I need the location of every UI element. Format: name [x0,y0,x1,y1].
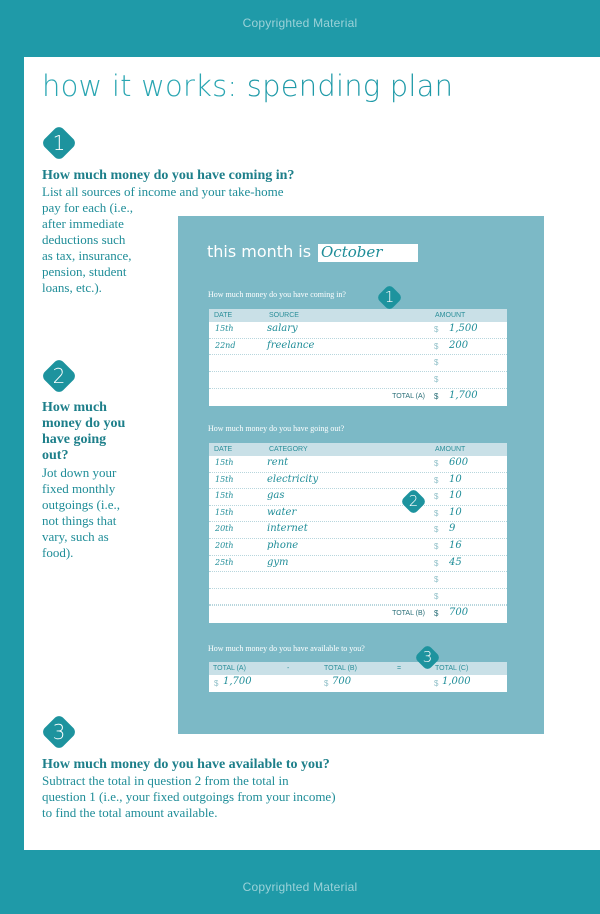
table-row: $ [434,374,439,384]
income-table [209,309,507,406]
table-row: 15th electricity $ 10 [209,473,507,490]
step-3-body: Subtract the total in question 2 from the total in question 1 (i.e., your fixed outgoings from your income) to find the total amount available. [42,773,336,820]
step-3-number: 3 [52,720,66,744]
available-table-header: TOTAL (A) - TOTAL (B) = TOTAL (C) [209,662,507,675]
outgoings-table [209,443,507,623]
step-1-heading: How much money do you have coming in? [42,168,295,183]
outgoings-table-header: DATE CATEGORY AMOUNT [209,443,507,456]
month-value: October [321,243,383,261]
outgoings-badge-number: 2 [408,492,419,510]
table-row: $ [209,355,507,372]
outgoings-total-row: TOTAL (B) $ 700 [209,605,507,623]
available-values-row: $ 1,700 $ 700 $ 1,000 [214,676,471,688]
available-question: How much money do you have available to you? [208,644,365,653]
table-row: 15th water $ 10 [209,506,507,523]
step-2-number: 2 [52,364,66,388]
table-row: $ [209,589,507,606]
table-row: 15th gas $ 10 [209,489,507,506]
step-3-heading: How much money do you have available to you? [42,757,330,772]
page-title [42,69,453,103]
spending-plan-example [178,216,544,734]
table-row: 20th internet $ 9 [209,522,507,539]
month-label: this month is [207,242,312,261]
watermark-top: Copyrighted Material [242,16,358,30]
month-field [318,244,418,262]
step-2-body: Jot down your fixed monthly outgoings (i.e., not things that vary, such as food). [42,465,120,560]
title-main: spending plan [246,69,454,103]
table-row: 15th salary $ 1,500 [209,322,507,339]
table-row: 22nd freelance $ 200 [209,339,507,356]
watermark-bottom: Copyrighted Material [242,880,358,894]
table-row: 15th rent $ 600 [209,456,507,473]
income-table-header: DATE SOURCE AMOUNT [209,309,507,322]
income-question: How much money do you have coming in? [208,290,346,299]
income-badge-number: 1 [384,288,395,306]
page [24,57,600,850]
outgoings-question: How much money do you have going out? [208,424,345,433]
title-prefix: how it works: [42,69,238,103]
table-row: $ [209,572,507,589]
income-total-row: TOTAL (A) $ 1,700 [209,388,507,406]
available-badge-number: 3 [422,648,433,666]
table-row: 20th phone $ 16 [209,539,507,556]
step-1-number: 1 [52,131,66,155]
table-row: 25th gym $ 45 [209,556,507,573]
step-1-body: List all sources of income and your take-home pay for each (i.e., after immediate deductions such as tax, insurance, pension, student loans, etc.). [42,184,284,295]
step-2-heading: How much money do you have going out? [42,400,126,463]
income-rows [209,322,507,388]
available-table [209,662,507,692]
